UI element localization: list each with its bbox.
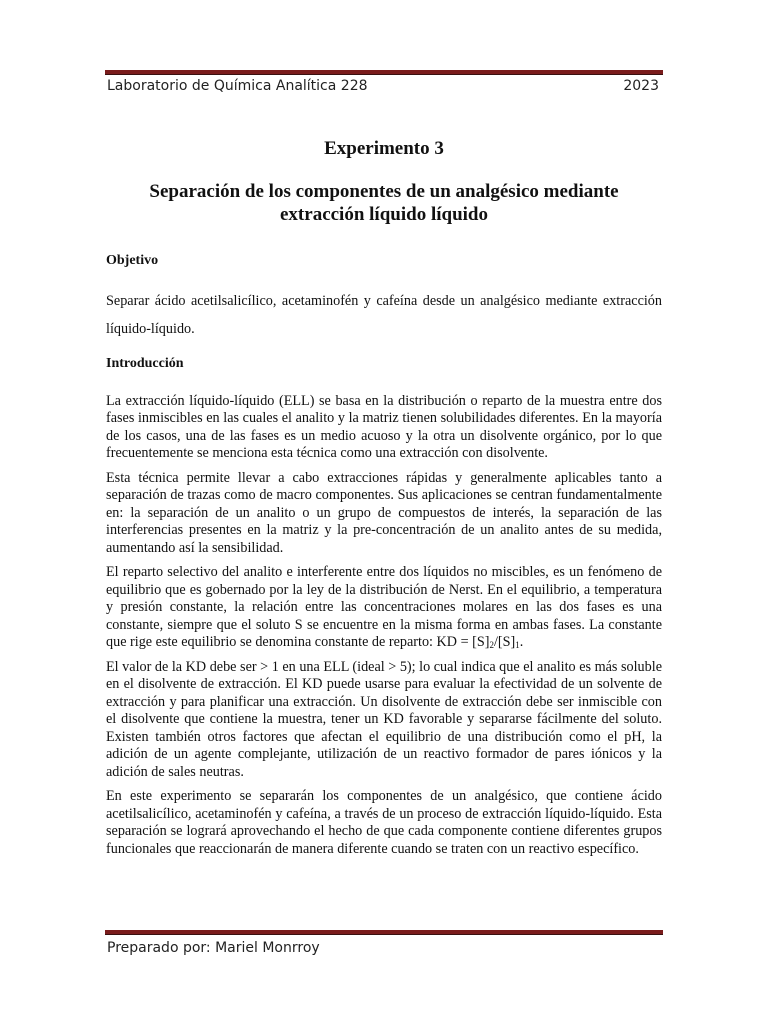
intro-paragraph-2: Esta técnica permite llevar a cabo extracciones rápidas y generalmente aplicables tanto a separación de trazas como de macro componentes. Sus aplicaciones se centran fundamentalmente en: la separación de un analito o un grupo de compuestos de interés, la separación de las interferencias presentes en la matriz y la pre-concentración de un analito antes de su medida, aumentando así la sensibilidad. <box>106 469 662 556</box>
page-footer: Preparado por: Mariel Monrroy <box>107 940 320 956</box>
kd-subscript-1: 1 <box>515 640 520 650</box>
objective-heading: Objetivo <box>106 252 159 268</box>
header-course-title: Laboratorio de Química Analítica 228 <box>107 78 368 94</box>
intro-paragraph-3-end: . <box>519 634 524 650</box>
kd-subscript-2: 2 <box>489 640 494 650</box>
intro-paragraph-5: En este experimento se separarán los componentes de un analgésico, que contiene ácido acetilsalicílico, acetaminofén y cafeína, a través de un proceso de extracción líquido-líquido. Esta separación se logrará aprovechando el hecho de que cada componente contiene diferentes grupos funcionales que reaccionarán de manera diferente cuando se traten con un reactivo específico. <box>106 788 662 857</box>
page-header <box>107 78 659 94</box>
header-year: 2023 <box>623 78 659 94</box>
experiment-label: Experimento 3 <box>324 138 444 159</box>
objective-text: Separar ácido acetilsalicílico, acetaminofén y cafeína desde un analgésico mediante extracción líquido-líquido. <box>106 293 662 337</box>
header-rule <box>105 70 663 75</box>
intro-paragraph-4: El valor de la KD debe ser > 1 en una ELL (ideal > 5); lo cual indica que el analito es más soluble en el disolvente de extracción. El KD puede usarse para evaluar la efectividad de un solvente de extracción y para planificar una extracción. Un disolvente de extracción debe ser inmiscible con el disolvente que contiene la muestra, tener un KD favorable y separarse fácilmente del soluto. Existen también otros factores que afectan el equilibrio de una distribución como el pH, la adición de un agente complejante, utilización de un reactivo formador de pares iónicos y la adición de sales neutras. <box>106 658 662 780</box>
intro-paragraph-1: La extracción líquido-líquido (ELL) se basa en la distribución o reparto de la muestra entre dos fases inmiscibles en las cuales el analito y la matriz tienen solubilidades diferentes. En la mayoría de los casos, una de las fases es un medio acuoso y la otra un disolvente orgánico, por lo que frecuentemente se menciona esta técnica como una extracción con disolvente. <box>106 392 662 461</box>
document-body <box>106 140 662 865</box>
introduction-heading: Introducción <box>106 356 184 371</box>
document-title: Separación de los componentes de un analgésico mediante extracción líquido líquido <box>149 180 619 225</box>
kd-formula-mid: /[S] <box>493 634 516 650</box>
intro-paragraph-3-text: El reparto selectivo del analito e interferente entre dos líquidos no miscibles, es un fenómeno de equilibrio que es gobernado por la ley de la distribución de Nerst. En el equilibrio, a temperatura y presión constante, la relación entre las concentraciones molares en las dos fases es una constante, siempre que el soluto S se encuentre en la misma forma en ambas fases. La constante que rige este equilibrio se denomina constante de reparto: KD = [S] <box>106 564 662 650</box>
intro-paragraph-3 <box>106 564 662 652</box>
footer-rule <box>105 930 663 935</box>
